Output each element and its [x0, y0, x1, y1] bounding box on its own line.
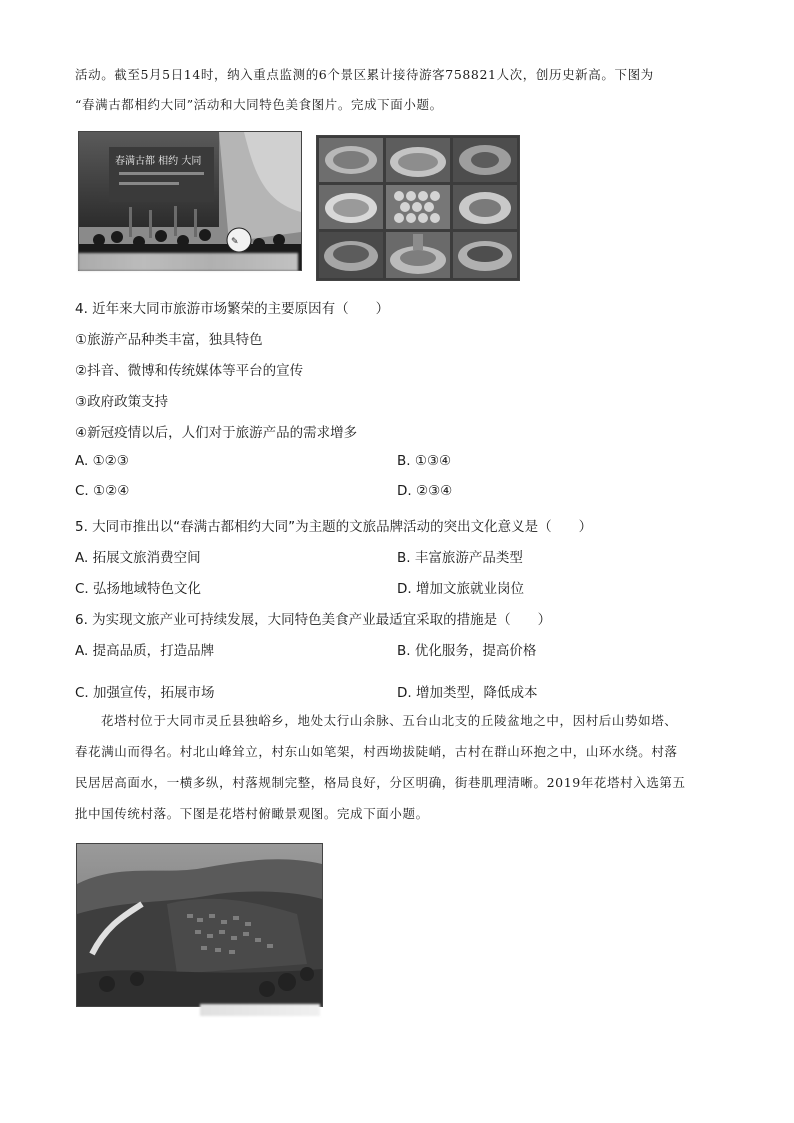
question-6-stem: 6. 为实现文旅产业可持续发展，大同特色美食产业最适宜采取的措施是（ ）	[75, 612, 552, 628]
food-photo	[316, 135, 520, 281]
event-photo	[78, 131, 302, 271]
blurred-caption	[78, 253, 298, 271]
passage2-line-1: 花塔村位于大同市灵丘县独峪乡，地处太行山余脉、五台山北支的丘陵盆地之中，因村后山势如塔、	[101, 713, 678, 728]
question-6-option-b[interactable]: B. 优化服务，提高价格	[397, 643, 537, 659]
event-banner-text: 春满古都 相约 大同	[115, 156, 202, 167]
question-6-option-a[interactable]: A. 提高品质，打造品牌	[75, 643, 215, 659]
question-6-option-c[interactable]: C. 加强宣传，拓展市场	[75, 685, 215, 701]
question-4-statement-2: ②抖音、微博和传统媒体等平台的宣传	[75, 363, 304, 379]
village-aerial-photo	[76, 843, 323, 1007]
question-4-option-a[interactable]: A. ①②③	[75, 453, 129, 469]
question-5-option-b[interactable]: B. 丰富旅游产品类型	[397, 550, 523, 566]
intro-line-2: “春满古都相约大同”活动和大同特色美食图片。完成下面小题。	[75, 97, 443, 112]
question-5-option-a[interactable]: A. 拓展文旅消费空间	[75, 550, 201, 566]
question-4-option-c[interactable]: C. ①②④	[75, 483, 130, 499]
question-4-stem: 4. 近年来大同市旅游市场繁荣的主要原因有（ ）	[75, 301, 390, 317]
question-6-option-d[interactable]: D. 增加类型，降低成本	[397, 685, 538, 701]
question-4-statement-4: ④新冠疫情以后，人们对于旅游产品的需求增多	[75, 425, 358, 441]
question-4-option-b[interactable]: B. ①③④	[397, 453, 452, 469]
intro-line-1: 活动。截至5月5日14时，纳入重点监测的6个景区累计接待游客758821人次，创历史新高。下图为	[75, 67, 654, 82]
svg-text:✎: ✎	[231, 237, 239, 247]
blurred-caption-2	[200, 1004, 320, 1016]
question-4-option-d[interactable]: D. ②③④	[397, 483, 453, 499]
passage2-line-3: 民居居高面水，一横多纵，村落规制完整，格局良好，分区明确，街巷肌理清晰。2019年花塔村入选第五	[75, 775, 686, 790]
passage2-line-4: 批中国传统村落。下图是花塔村俯瞰景观图。完成下面小题。	[75, 806, 429, 821]
question-4-statement-3: ③政府政策支持	[75, 394, 169, 410]
question-5-option-c[interactable]: C. 弘扬地域特色文化	[75, 581, 202, 597]
question-5-option-d[interactable]: D. 增加文旅就业岗位	[397, 581, 524, 597]
passage2-line-2: 春花满山而得名。村北山峰耸立，村东山如笔架，村西坳拔陡峭，古村在群山环抱之中，山环水绕。村落	[75, 744, 678, 759]
question-4-statement-1: ①旅游产品种类丰富，独具特色	[75, 332, 263, 348]
question-5-stem: 5. 大同市推出以“春满古都相约大同”为主题的文旅品牌活动的突出文化意义是（ ）	[75, 519, 593, 535]
